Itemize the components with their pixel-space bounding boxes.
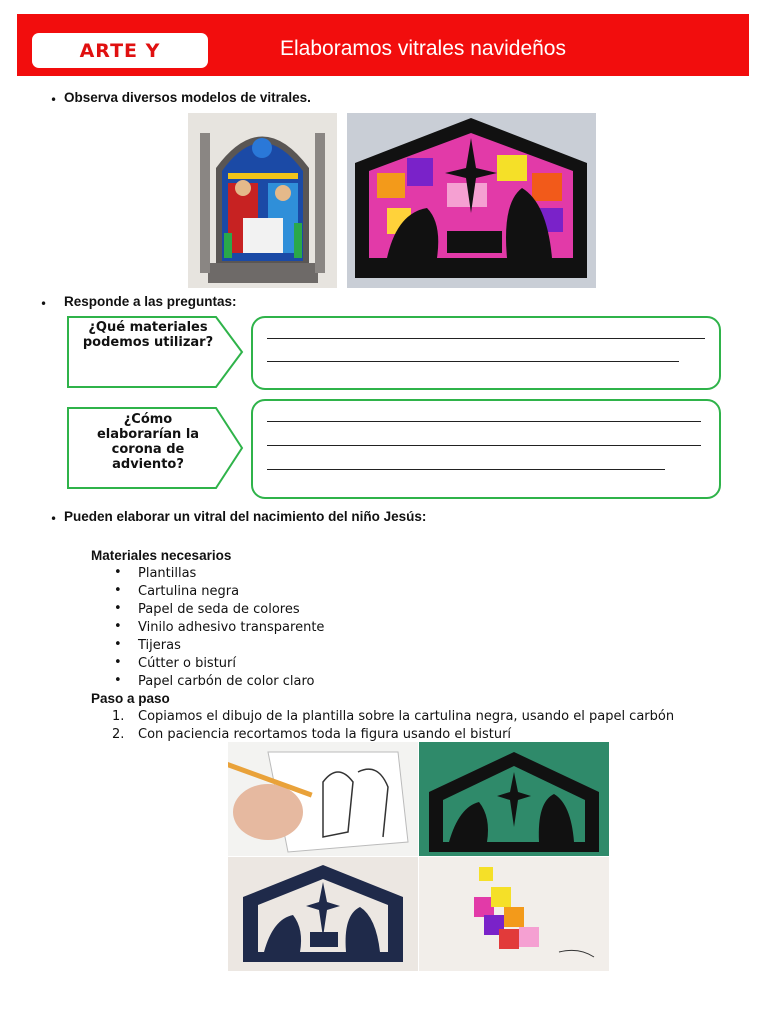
nativity-silhouette-window-image xyxy=(347,113,596,288)
material-item: Tijeras xyxy=(138,638,181,653)
answer-line xyxy=(267,421,701,422)
section2-heading: Responde a las preguntas: xyxy=(64,294,237,309)
list-bullet: • xyxy=(114,565,122,580)
bullet-dot: • xyxy=(40,297,48,311)
answer-line xyxy=(267,361,679,362)
step-photo-tissue-paper xyxy=(419,857,609,971)
bullet-dot: • xyxy=(50,512,58,526)
step-number: 1. xyxy=(112,709,125,724)
section1-heading: Observa diversos modelos de vitrales. xyxy=(64,90,311,105)
step-photo-cutout xyxy=(228,857,418,971)
answer-line xyxy=(267,338,705,339)
list-bullet: • xyxy=(114,655,122,670)
step-photo-tracing xyxy=(228,742,418,856)
question-1-text: ¿Qué materiales podemos utilizar? xyxy=(82,320,214,350)
section3-heading: Pueden elaborar un vitral del nacimiento del niño Jesús: xyxy=(64,509,427,524)
materials-title: Materiales necesarios xyxy=(91,548,232,563)
material-item: Papel de seda de colores xyxy=(138,602,300,617)
list-bullet: • xyxy=(114,601,122,616)
answer-2-box[interactable] xyxy=(251,399,721,499)
step-text: Con paciencia recortamos toda la figura usando el bisturí xyxy=(138,727,512,742)
step-number: 2. xyxy=(112,727,125,742)
list-bullet: • xyxy=(114,673,122,688)
bullet-dot: • xyxy=(50,93,58,107)
page-title: Elaboramos vitrales navideños xyxy=(280,37,566,60)
step-photo-cutting xyxy=(419,742,609,856)
gothic-stained-glass-image xyxy=(188,113,337,288)
material-item: Cútter o bisturí xyxy=(138,656,237,671)
material-item: Cartulina negra xyxy=(138,584,240,599)
list-bullet: • xyxy=(114,637,122,652)
answer-line xyxy=(267,445,701,446)
material-item: Vinilo adhesivo transparente xyxy=(138,620,325,635)
question-2-text: ¿Cómo elaborarían la corona de adviento? xyxy=(96,412,200,472)
answer-line xyxy=(267,469,665,470)
subject-badge-label: ARTE Y xyxy=(79,39,161,62)
steps-title: Paso a paso xyxy=(91,691,170,706)
material-item: Papel carbón de color claro xyxy=(138,674,315,689)
list-bullet: • xyxy=(114,583,122,598)
answer-1-box[interactable] xyxy=(251,316,721,390)
list-bullet: • xyxy=(114,619,122,634)
subject-badge xyxy=(32,33,208,68)
step-text: Copiamos el dibujo de la plantilla sobre la cartulina negra, usando el papel carbón xyxy=(138,709,675,724)
material-item: Plantillas xyxy=(138,566,197,581)
